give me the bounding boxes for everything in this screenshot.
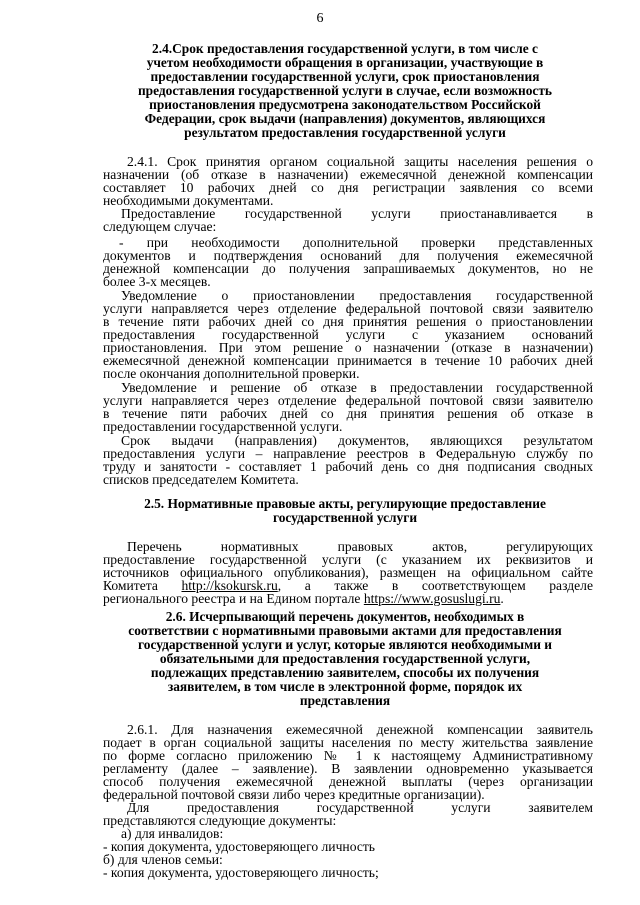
- heading-line: Федерации, срок выдачи (направления) документов, являющихся: [144, 111, 546, 126]
- paragraph-line: предоставления услуги – направление реестров в Федеральную службу по: [103, 446, 593, 461]
- ksokursk-link[interactable]: http://ksokursk.ru: [181, 578, 278, 593]
- paragraph-line: Перечень нормативных правовых актов, регулирующих: [127, 539, 593, 554]
- paragraph-line: Уведомление и решение об отказе в предоставлении государственной: [121, 380, 593, 395]
- heading-line: соответствии с нормативными правовыми актами для предоставления: [128, 623, 562, 638]
- heading-line: 2.6. Исчерпывающий перечень документов, необходимых в: [165, 609, 525, 624]
- paragraph-line: после окончания дополнительной проверки.: [103, 366, 360, 381]
- paragraph-line: представляются следующие документы:: [103, 813, 337, 828]
- heading-line: приостановления предусмотрена законодательством Российской: [149, 97, 541, 112]
- paragraph-line: - копия документа, удостоверяющего личность: [103, 839, 376, 854]
- paragraph-line: - копия документа, удостоверяющего личность;: [103, 865, 379, 880]
- page-number: 6: [316, 11, 324, 26]
- paragraph-line: услуги направляется через отделение федеральной почтовой связи заявителю: [103, 393, 593, 408]
- text-span: Комитета: [103, 578, 158, 593]
- paragraph-line: регламенту (далее – заявление). В заявлении одновременно указывается: [103, 761, 593, 776]
- paragraph-line: предоставление государственной услуги (с указанием их реквизитов и: [103, 552, 593, 567]
- heading-line: государственной услуги: [272, 510, 418, 525]
- paragraph-line: предоставлении государственной услуги.: [103, 419, 343, 434]
- heading-line: представления: [299, 693, 391, 708]
- paragraph-line: в течение пяти рабочих дней со дня принятия решения об отказе в: [103, 406, 593, 421]
- paragraph-line: Срок выдачи (направления) документов, являющихся результатом: [121, 433, 593, 448]
- gosuslugi-link[interactable]: https://www.gosuslugi.ru: [363, 591, 501, 606]
- heading-line: государственной услуги и услуг, которые являются необходимыми и: [138, 637, 552, 652]
- paragraph-line: 2.6.1. Для назначения ежемесячной денежной компенсации заявитель: [127, 722, 593, 737]
- paragraph-line: [103, 592, 593, 605]
- heading-line: 2.4.Срок предоставления государственной услуги, в том числе с: [152, 41, 538, 56]
- paragraph-line: по форме согласно приложению № 1 к настоящему Административному: [103, 748, 593, 763]
- paragraph-line: предоставления государственной услуги с указанием оснований: [103, 327, 593, 342]
- paragraph-line: в течение пяти рабочих дней со дня принятия решения о приостановлении: [103, 314, 593, 329]
- paragraph-line: подает в орган социальной защиты населения по месту жительства заявление: [103, 735, 593, 750]
- paragraph-line: Уведомление о приостановлении предоставления государственной: [121, 288, 593, 303]
- paragraph-line: следующем случае:: [103, 219, 217, 234]
- heading-line: подлежащих представлению заявителем, способы их получения: [150, 665, 540, 680]
- heading-line: результатом предоставления государственной услуги: [184, 125, 506, 140]
- text-span: .: [500, 591, 504, 606]
- heading-line: учетом необходимости обращения в организации, участвующие в: [146, 55, 544, 70]
- paragraph-line: услуги направляется через отделение федеральной почтовой связи заявителю: [103, 301, 593, 316]
- paragraph-line: необходимыми документами.: [103, 193, 274, 208]
- paragraph-line: б) для членов семьи:: [103, 852, 223, 867]
- heading-line: предоставлении государственной услуги, срок приостановления: [150, 69, 540, 84]
- paragraph-line: способ получения ежемесячной денежной выплаты (через организации: [103, 774, 593, 789]
- paragraph-line: назначении (об отказе в назначении) ежемесячной денежной компенсации: [103, 167, 593, 182]
- paragraph-line: списков председателем Комитета.: [103, 472, 299, 487]
- paragraph-line: более 3-х месяцев.: [103, 274, 211, 289]
- heading-line: заявителем, в том числе в электронной форме, порядок их: [167, 679, 523, 694]
- paragraph-line: приостановления. При этом решение о назначении (отказе в назначении): [103, 340, 593, 355]
- paragraph-line: документов и подтверждения оснований для получения ежемесячной: [103, 248, 593, 263]
- text-span: регионального реестра и на Едином портале: [103, 591, 361, 606]
- paragraph-line: - при необходимости дополнительной проверки представленных: [119, 235, 593, 250]
- paragraph-line: источников официального опубликования), размещен на официальном сайте: [103, 565, 593, 580]
- heading-line: обязательными для предоставления государственной услуги,: [159, 651, 531, 666]
- heading-line: предоставления государственной услуги в случае, если возможность: [137, 83, 553, 98]
- paragraph-line: 2.4.1. Срок принятия органом социальной защиты населения решения о: [127, 154, 593, 169]
- paragraph-line: труду и занятости - составляет 1 рабочий день со дня подписания сводных: [103, 459, 593, 474]
- paragraph-line: федеральной почтовой связи либо через кредитные организации).: [103, 787, 485, 802]
- paragraph-line: составляет 10 рабочих дней со дня регистрации заявления со всеми: [103, 180, 593, 195]
- paragraph-line: а) для инвалидов:: [121, 826, 224, 841]
- text-span: , а также в соответствующем разделе: [277, 578, 593, 593]
- paragraph-line: ежемесячной денежной компенсации принимается в течение 10 рабочих дней: [103, 353, 593, 368]
- paragraph-line: Для предоставления государственной услуги заявителем: [127, 800, 593, 815]
- paragraph-line: Предоставление государственной услуги приостанавливается в: [121, 206, 593, 221]
- paragraph-line: денежной компенсации до получения запрашиваемых документов, но не: [103, 261, 593, 276]
- heading-line: 2.5. Нормативные правовые акты, регулирующие предоставление: [144, 496, 546, 511]
